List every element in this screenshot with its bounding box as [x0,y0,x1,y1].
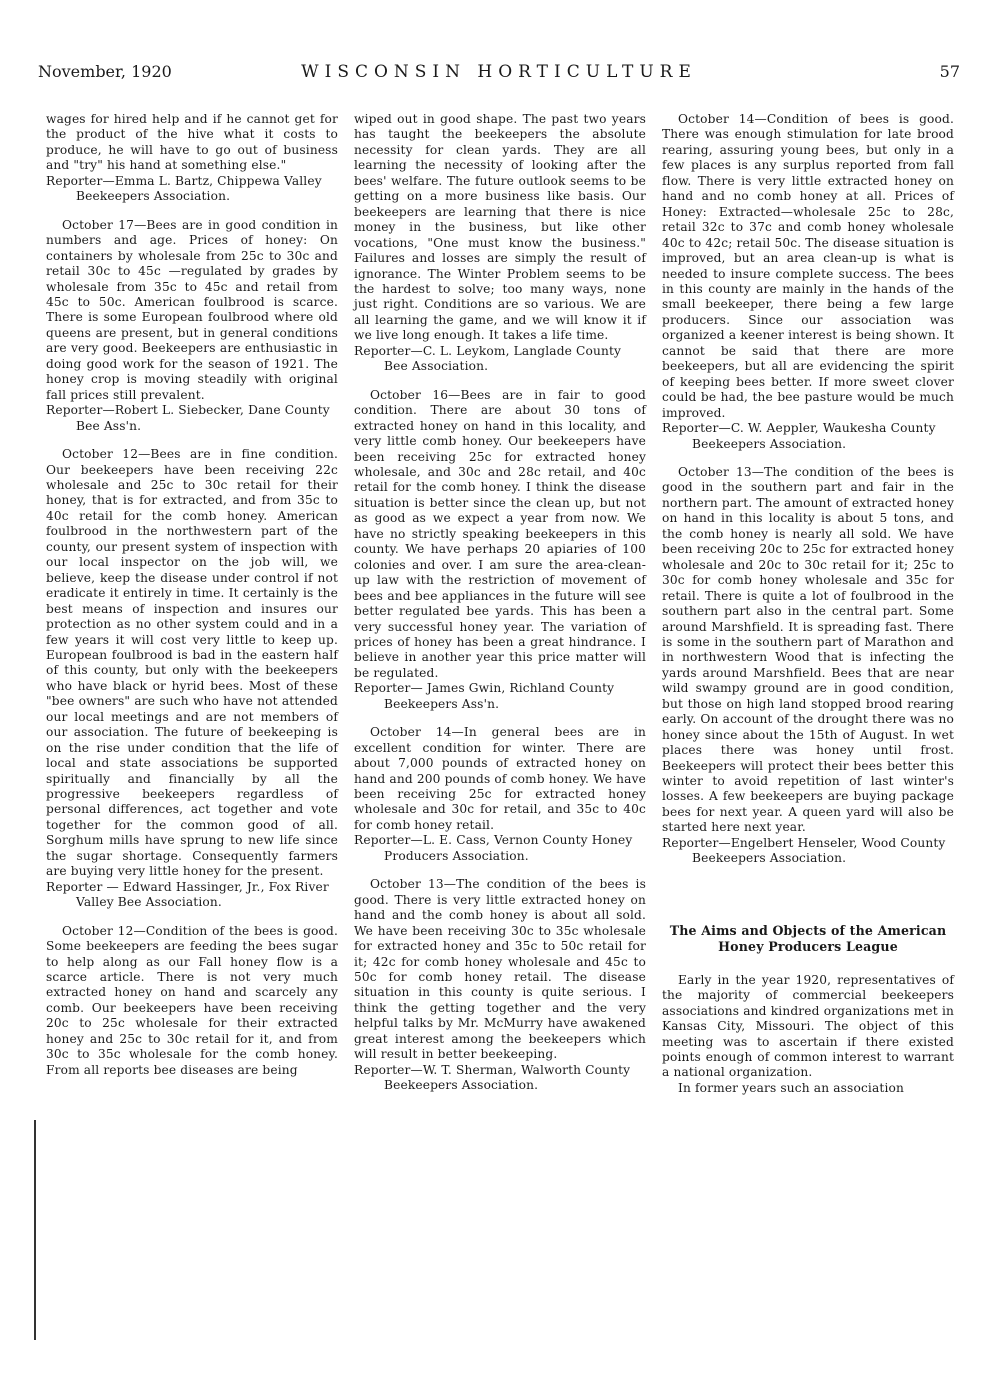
reporter-credit: Reporter—W. T. Sherman, Walworth County Beekeepers Association. [354,1062,631,1093]
reporter-credit: Reporter—C. W. Aeppler, Waukesha County Beekeepers Association. [662,421,936,451]
article-paragraph: October 13—The condition of the bees is good. There is very little extracted honey on hand and the comb honey is about all sold. We have been receiving 30c to 35c wholesale for extracted honey and 35c to 50c retail for it; 42c for comb honey wholesale and 45c to 50c for comb honey retail. The disease situation in this county is quite serious. I think the getting together and the very helpful talks by Mr. McMurry have awakened great interest among the beekeepers which will result in better beekeeping. [354,877,646,1062]
article-paragraph: October 12—Bees are in fine condition. Our beekeepers have been receiving 22c wholesale and 25c to 30c retail for their honey, that is for extracted, and from 35c to 40c retail for the comb honey. American foulbrood in the northwestern part of the county, our present system of inspection with our local inspector on the job will, we believe, keep the disease under control if not eradicate it entirely in time. It certainly is the best means of inspection and insures our protection as no other system could and in a few years it will cost very little to keep up. European foulbrood is bad in the eastern half of this county, but only with the beekeepers who have black or hyrid bees. Most of these "bee owners" are such who have not attended our local meetings and are not members of our association. The future of beekeeping is on the rise under condition that the life of local and state associations be supported spiritually and financially by all the progressive beekeepers regardless of personal differences, act together and vote together for the common good of all. Sorghum mills have sprung to new life since the sugar shortage. Consequently farmers are buying very little honey for the present. [46,447,338,879]
column-left [46,112,338,1078]
reporter-credit: Reporter—Robert L. Siebecker, Dane County Bee Ass'n. [46,403,330,433]
reporter-credit: Reporter—Emma L. Bartz, Chippewa Valley Beekeepers Association. [46,173,322,204]
reporter-credit: Reporter—Engelbert Henseler, Wood County Beekeepers Association. [662,835,946,866]
issue-date: November, 1920 [38,62,172,81]
section-heading: The Aims and Objects of the American Honey Producers League [669,922,947,954]
journal-title: WISCONSIN HORTICULTURE [301,62,697,82]
article-paragraph: October 17—Bees are in good condition in numbers and age. Prices of honey: On containers by wholesale from 25c to 30c and retail 30c to 45c —regulated by grades by wholesale from 35c to 45c and retail from 45c to 50c. American foulbrood is scarce. There is some European foulbrood where old queens are present, but in general conditions are very good. Beekeepers are enthusiastic in doing good work for the season of 1921. The honey crop is moving steadily with original fall prices still prevalent. [46,217,338,402]
article-paragraph: October 14—In general bees are in excellent condition for winter. There are about 7,000 pounds of extracted honey on hand and 200 pounds of comb honey. We have been receiving 25c for extracted honey wholesale and 30c for retail, and 35c to 40c for comb honey retail. [354,725,646,832]
article-paragraph: In former years such an association [678,1080,904,1095]
page-number: 57 [939,62,960,81]
reporter-credit: Reporter— James Gwin, Richland County Beekeepers Ass'n. [354,681,615,711]
article-paragraph: wages for hired help and if he cannot get for the product of the hive what it costs to produce, he will have to go out of business and "try" his hand at something else." [46,112,338,173]
article-paragraph: October 16—Bees are in fair to good condition. There are about 30 tons of extracted honey on hand in this locality, and very little comb honey. Our beekeepers have been receiving 25c for extracted honey wholesale, and 30c and 28c retail, and 40c retail for the comb honey. I think the disease situation is better since the clean up, but not as good as we expect a year from now. We have no strictly speaking beekeepers in this county. We have perhaps 20 apiaries of 100 colonies and over. I am sure the area-clean-up law with the restriction of movement of bees and bee appliances in the future will see better regulated bee yards. This has been a very successful honey year. The variation of prices of honey has been a great hindrance. I believe in another year this price matter will be regulated. [354,387,646,680]
reporter-credit: Reporter — Edward Hassinger, Jr., Fox River Valley Bee Association. [46,879,329,910]
reporter-credit: Reporter—C. L. Leykom, Langlade County Bee Association. [354,343,622,374]
article-paragraph: wiped out in good shape. The past two years has taught the beekeepers the absolute necessity for clean yards. They are all learning the necessity of looking after the bees' welfare. The future outlook seems to be getting on a more business like basis. Our beekeepers are learning that there is nice money in the business, but like other vocations, "One must know the business." Failures and losses are simply the result of ignorance. The Winter Problem seems to be the hardest to solve; too many ways, none just right. Conditions are so various. We are all learning the game, and we will know it if we live long enough. It takes a life time. [354,112,646,343]
binding-margin-line [34,1120,36,1340]
article-paragraph: October 12—Condition of the bees is good. Some beekeepers are feeding the bees sugar to help along as our Fall honey flow is a scarce article. There is not very much extracted honey on hand and scarcely any comb. Our beekeepers have been receiving 20c to 25c wholesale for their extracted honey and 25c to 30c retail for it, and from 30c to 35c wholesale for the comb honey. From all reports bee diseases are being [46,923,338,1077]
reporter-credit: Reporter—L. E. Cass, Vernon County Honey Producers Association. [354,833,633,863]
column-right [662,112,954,1096]
article-paragraph: October 14—Condition of bees is good. There was enough stimulation for late brood rearing, assuring young bees, but only in a few places is any surplus reported from fall flow. There is very little extracted honey on hand and no comb honey at all. Prices of Honey: Extracted—wholesale 25c to 28c, retail 32c to 37c and comb honey wholesale 40c to 42c; retail 50c. The disease situation is improved, but an area clean-up is what is needed to insure complete success. The bees in this county are mainly in the hands of the small beekeeper, there being a few large producers. Since our association was organized a keener interest is being shown. It cannot be said that there are more beekeepers, but all are evidencing the spirit of keeping bees better. If more sweet clover could be had, the bee pasture would be much improved. [662,112,954,420]
article-paragraph: October 13—The condition of the bees is good in the southern part and fair in the northern part. The amount of extracted honey on hand in this locality is about 5 tons, and the comb honey is nearly all sold. We have been receiving 20c to 25c for extracted honey wholesale and 20c to 30c retail for it; 25c to 30c for comb honey wholesale and 35c for retail. There is quite a lot of foulbrood in the southern part also in the central part. Some around Marshfield. It is spreading fast. There is some in the southern part of Marathon and in northwestern Wood that is infecting the yards around Marshfield. Bees that are near wild swampy ground are in good condition, but those on high land stopped brood rearing early. On account of the drought there was no honey since about the 15th of August. In wet places there was honey until frost. Beekeepers will protect their bees better this winter to avoid repetition of last winter's losses. A few beekeepers are buying package bees for next year. A queen yard will also be started here next year. [662,464,954,835]
page-header [38,62,960,86]
column-middle [354,112,646,1094]
article-paragraph: Early in the year 1920, representatives of the majority of commercial beekeepers associations and kindred organizations met in Kansas City, Missouri. The object of this meeting was to ascertain if there existed points enough of common interest to warrant a national organization. [662,972,954,1080]
